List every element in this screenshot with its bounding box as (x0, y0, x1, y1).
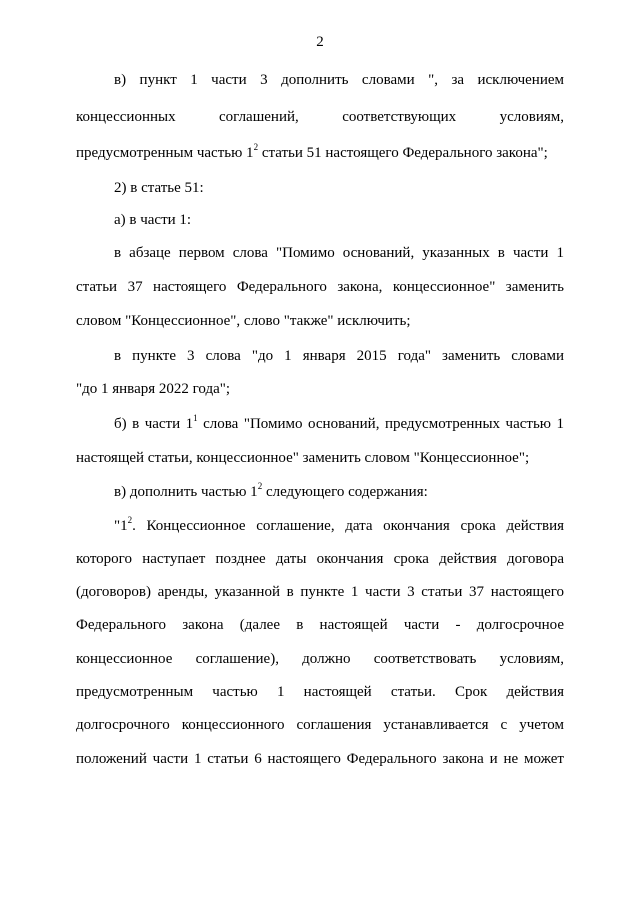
text-line: которого наступает позднее даты окончания срока действия договора (76, 551, 564, 567)
text-line: 2) в статье 51: (114, 180, 204, 196)
text-line: в) дополнить частью $1^2$ следующего содержания: (114, 481, 428, 500)
text-line: концессионных соглашений, соответствующих условиям, (76, 109, 564, 125)
text-line: настоящей статьи, концессионное" заменить словом "Концессионное"; (76, 450, 530, 466)
superscript: 2 (253, 142, 259, 152)
superscript: 1 (193, 413, 198, 423)
text-line: в) пункт 1 части 3 дополнить словами ", за исключением (114, 72, 564, 88)
page-number: 2 (316, 34, 324, 50)
text-line: в пункте 3 слова "до 1 января 2015 года" заменить словами (114, 348, 564, 364)
text-line: "$1^2$. Концессионное соглашение, дата окончания срока действия (114, 515, 564, 534)
text-line: концессионное соглашение), должно соответствовать условиям, (76, 651, 564, 667)
text-line: а) в части 1: (114, 212, 192, 228)
text-line: словом "Концессионное", слово "также" исключить; (76, 313, 411, 329)
text-line: предусмотренным частью $1^2$ статьи 51 настоящего Федерального закона"; (76, 142, 548, 161)
text-line: статьи 37 настоящего Федерального закона, концессионное" заменить (76, 279, 564, 295)
text-line: долгосрочного концессионного соглашения устанавливается с учетом (76, 717, 564, 733)
text-line: "до 1 января 2022 года"; (76, 381, 231, 397)
superscript: 2 (127, 515, 133, 525)
text-line: положений части 1 статьи 6 настоящего Федерального закона и не может (76, 751, 564, 767)
text-line: в абзаце первом слова "Помимо оснований, указанных в части 1 (114, 245, 564, 261)
text-line: Федерального закона (далее в настоящей части - долгосрочное (76, 617, 564, 633)
text-line: (договоров) аренды, указанной в пункте 1 части 3 статьи 37 настоящего (76, 584, 564, 600)
text-line: предусмотренным частью 1 настоящей статьи. Срок действия (76, 684, 564, 700)
text-line: б) в части $1^1$ слова "Помимо оснований, предусмотренных частью 1 (114, 413, 564, 432)
superscript: 2 (257, 481, 263, 491)
